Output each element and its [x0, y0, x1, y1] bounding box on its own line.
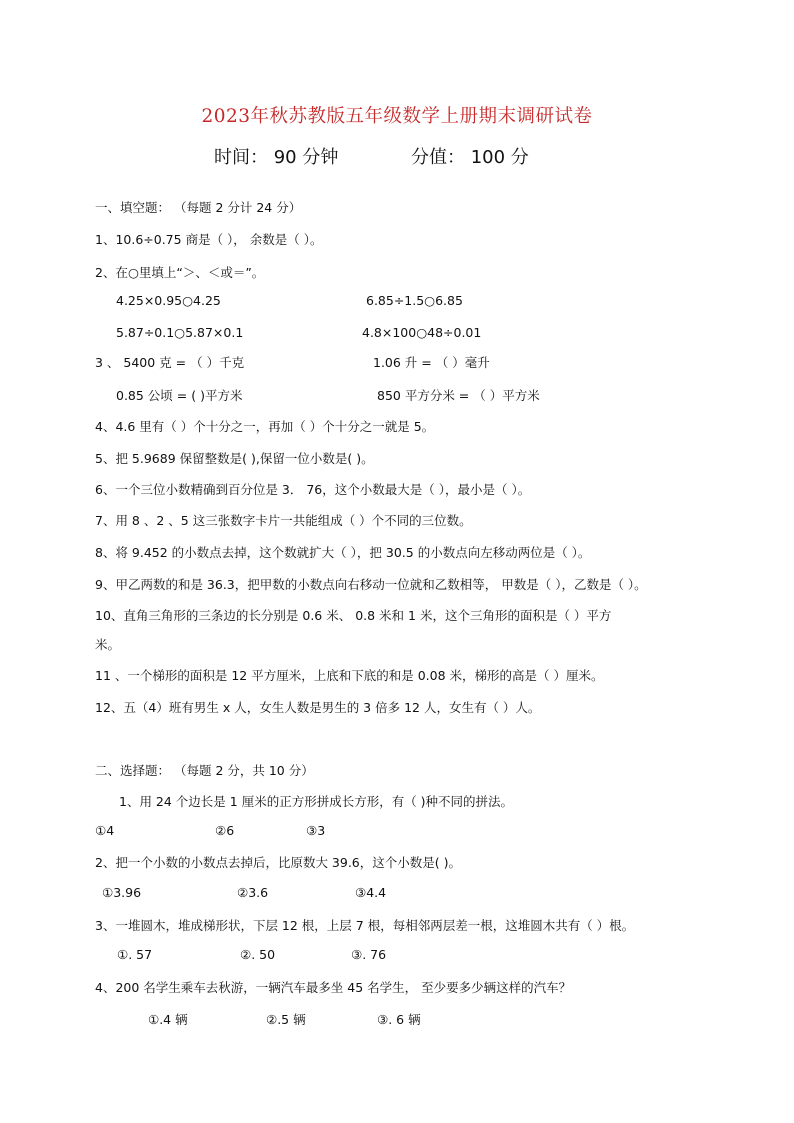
question-1-7: 7、用 8 、2 、5 这三张数字卡片一共能组成（ ）个不同的三位数。	[95, 513, 472, 528]
question-2-4: 4、200 名学生乘车去秋游，一辆汽车最多坐 45 名学生， 至少要多少辆这样的汽车？	[95, 980, 572, 995]
question-1-12: 12、五（4）班有男生 x 人，女生人数是男生的 3 倍多 12 人，女生有（ ）人。	[95, 700, 541, 715]
question-1-3b: 1.06 升 = （ ）毫升	[373, 355, 490, 370]
question-2-1-option-1: ①4	[95, 823, 115, 838]
question-1-2: 2、在○里填上“＞、＜或＝”。	[95, 265, 265, 280]
question-2-1-option-2: ②6	[215, 823, 235, 838]
question-1-10: 10、直角三角形的三条边的长分别是 0.6 米、 0.8 米和 1 米，这个三角形的面积是（ ）平方	[95, 608, 612, 623]
question-2-4-option-3: ③. 6 辆	[377, 1012, 421, 1027]
question-1-6: 6、一个三位小数精确到百分位是 3． 76，这个小数最大是（ ），最小是（ ）。	[95, 482, 531, 497]
question-1-1: 1、10.6÷0.75 商是（ ）， 余数是（ ）。	[95, 232, 323, 247]
question-1-2a: 4.25×0.95○4.25	[116, 293, 221, 308]
question-2-3-option-1: ①. 57	[117, 947, 153, 962]
question-2-2-option-2: ②3.6	[237, 885, 269, 900]
question-2-4-option-2: ②.5 辆	[266, 1012, 306, 1027]
question-2-3-option-3: ③. 76	[351, 947, 387, 962]
question-2-2-option-3: ③4.4	[355, 885, 387, 900]
question-1-5: 5、把 5.9689 保留整数是( ),保留一位小数是( )。	[95, 451, 374, 466]
question-1-2b: 6.85÷1.5○6.85	[366, 293, 463, 308]
question-2-4-option-1: ①.4 辆	[148, 1012, 188, 1027]
section2-heading: 二、选择题： （每题 2 分，共 10 分）	[95, 763, 314, 778]
question-1-3d: 850 平方分米 = （ ）平方米	[377, 388, 540, 403]
question-1-9: 9、甲乙两数的和是 36.3，把甲数的小数点向右移动一位就和乙数相等， 甲数是（ ），乙数是（ ）。	[95, 577, 647, 592]
exam-time: 时间： 90 分钟	[214, 147, 339, 168]
exam-title: 2023年秋苏教版五年级数学上册期末调研试卷	[201, 106, 593, 127]
question-1-2d: 4.8×100○48÷0.01	[362, 325, 482, 340]
question-1-4: 4、4.6 里有（ ）个十分之一，再加（ ）个十分之一就是 5。	[95, 419, 435, 434]
question-2-1-option-3: ③3	[306, 823, 326, 838]
question-1-8: 8、将 9.452 的小数点去掉，这个数就扩大（ ），把 30.5 的小数点向左移动两位是（ ）。	[95, 545, 591, 560]
question-2-3: 3、一堆圆木，堆成梯形状，下层 12 根，上层 7 根，每相邻两层差一根，这堆圆木共有（ ）根。	[95, 918, 635, 933]
question-2-2: 2、把一个小数的小数点去掉后，比原数大 39.6，这个小数是( )。	[95, 855, 461, 870]
question-2-3-option-2: ②. 50	[240, 947, 276, 962]
exam-score: 分值： 100 分	[411, 147, 529, 168]
question-1-11: 11 、一个梯形的面积是 12 平方厘米，上底和下底的和是 0.08 米，梯形的高是（ ）厘米。	[95, 668, 604, 683]
question-2-2-option-1: ①3.96	[102, 885, 142, 900]
question-1-2c: 5.87÷0.1○5.87×0.1	[116, 325, 244, 340]
question-2-1: 1、用 24 个边长是 1 厘米的正方形拼成长方形，有（ )种不同的拼法。	[119, 794, 514, 809]
question-1-3c: 0.85 公顷 = ( )平方米	[116, 388, 243, 403]
question-1-3: 3 、 5400 克 = （ ）千克	[95, 355, 245, 370]
section1-heading: 一、填空题： （每题 2 分计 24 分）	[95, 200, 302, 215]
question-1-10b: 米。	[95, 637, 121, 652]
